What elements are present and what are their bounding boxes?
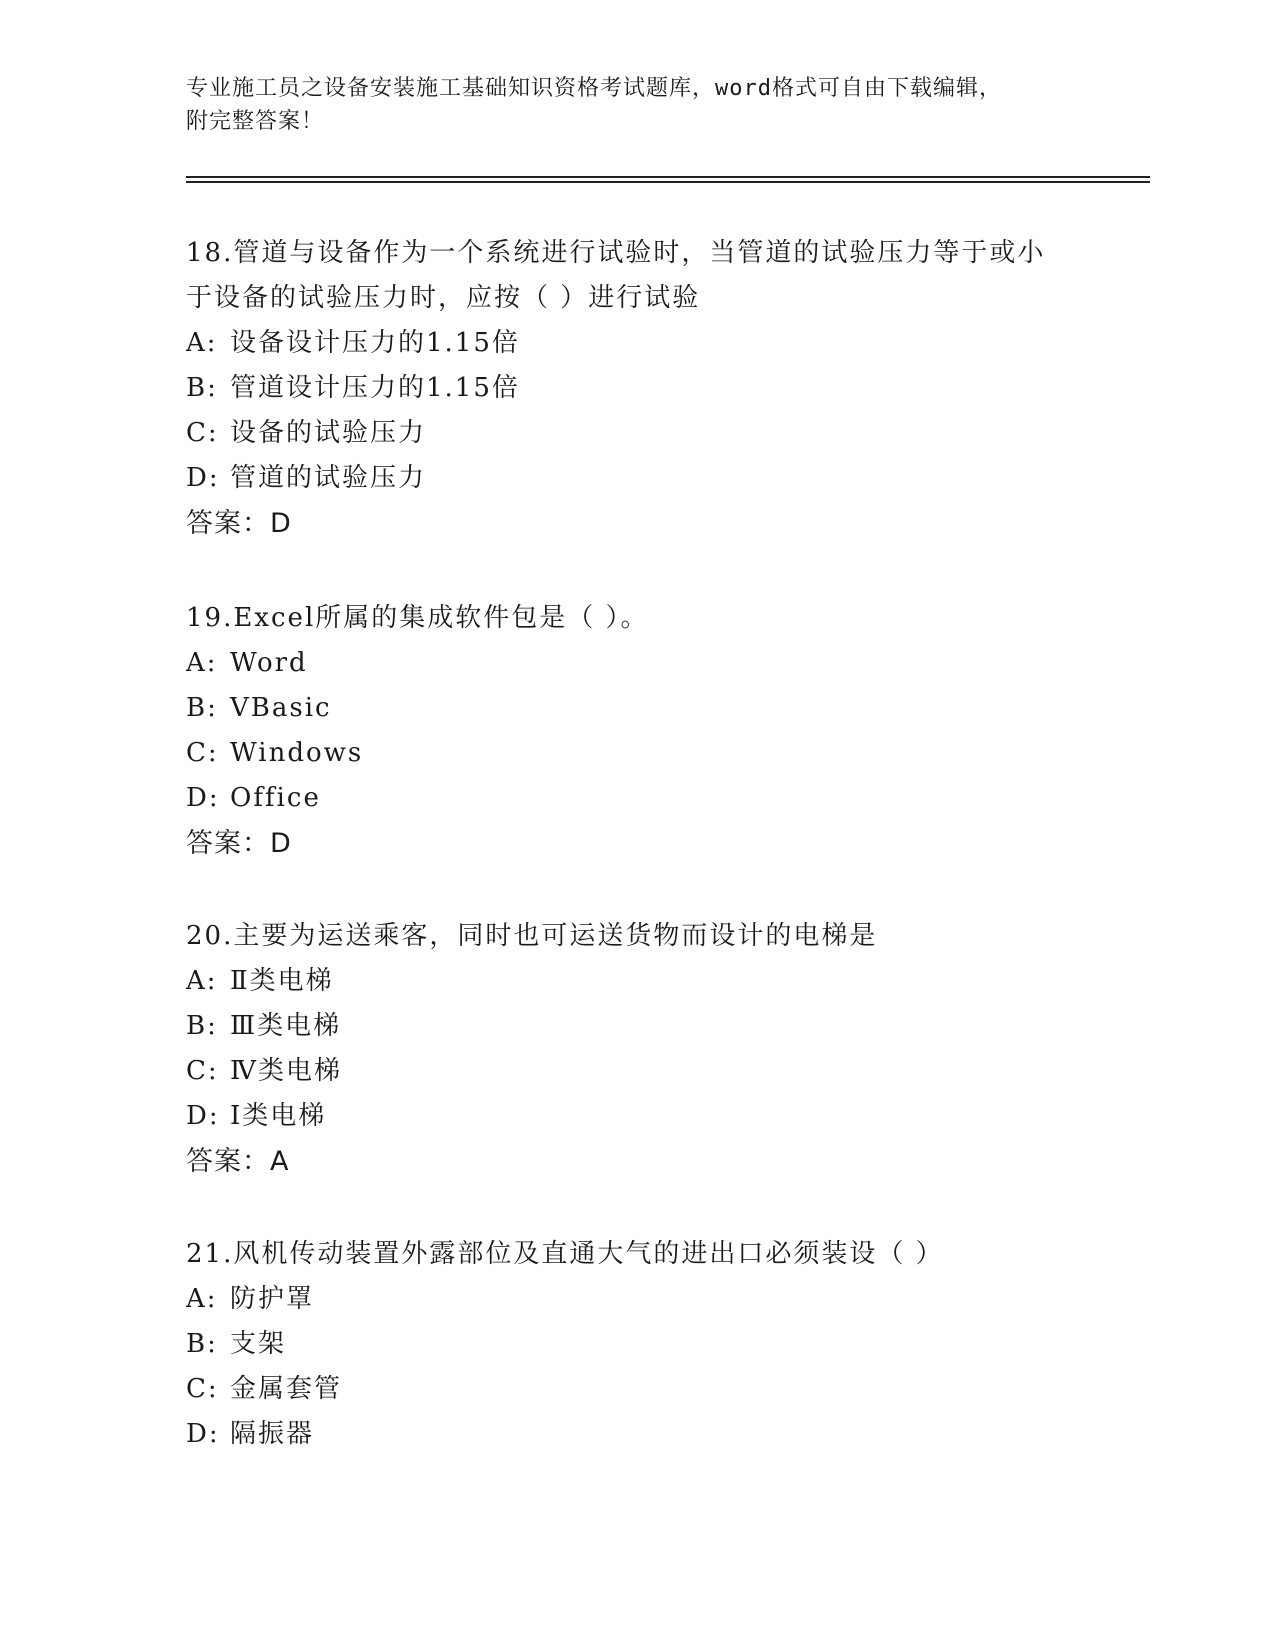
option-d	[186, 1094, 1086, 1139]
document-header	[186, 72, 1076, 138]
answer-label: 答案：A	[186, 1146, 290, 1177]
option-b	[186, 686, 1086, 731]
question-stem-line: 20.主要为运送乘客，同时也可运送货物而设计的电梯是	[186, 921, 878, 951]
option-text: 支架	[230, 1329, 287, 1359]
question-20	[186, 914, 1086, 1184]
option-a	[186, 321, 1086, 366]
option-c	[186, 411, 1086, 456]
header-divider-bottom	[186, 181, 1150, 183]
option-letter: D:	[186, 1419, 220, 1449]
option-text: Ⅳ类电梯	[230, 1056, 342, 1086]
option-letter: C:	[186, 1374, 219, 1404]
option-letter: A:	[186, 966, 218, 996]
option-a	[186, 641, 1086, 686]
question-stem-line: 19.Excel所属的集成软件包是（ ）。	[186, 603, 649, 633]
option-text: 设备设计压力的1.15倍	[230, 328, 520, 358]
option-b	[186, 1004, 1086, 1049]
option-a	[186, 959, 1086, 1004]
option-b	[186, 366, 1086, 411]
option-text: VBasic	[230, 693, 332, 723]
option-text: 管道的试验压力	[230, 463, 427, 493]
option-text: 隔振器	[230, 1419, 315, 1449]
answer-label: 答案：D	[186, 828, 292, 859]
header-line-1: 专业施工员之设备安装施工基础知识资格考试题库，word格式可自由下载编辑，	[186, 76, 1002, 101]
option-c	[186, 1049, 1086, 1094]
header-line-2: 附完整答案！	[186, 109, 325, 134]
option-letter: D:	[186, 783, 220, 813]
option-d	[186, 456, 1086, 501]
option-text: 设备的试验压力	[230, 418, 427, 448]
option-b	[186, 1322, 1086, 1367]
option-letter: B:	[186, 693, 218, 723]
header-divider-top	[186, 176, 1150, 178]
option-text: 金属套管	[230, 1374, 343, 1404]
option-letter: C:	[186, 1056, 219, 1086]
option-text: Ⅲ类电梯	[230, 1011, 342, 1041]
option-letter: B:	[186, 1329, 218, 1359]
option-letter: B:	[186, 373, 218, 403]
option-letter: A:	[186, 328, 218, 358]
question-21	[186, 1232, 1086, 1457]
question-18	[186, 231, 1086, 546]
question-19	[186, 596, 1086, 866]
option-text: Windows	[230, 738, 364, 768]
option-text: 防护罩	[230, 1284, 315, 1314]
option-letter: C:	[186, 418, 219, 448]
question-stem-line: 18.管道与设备作为一个系统进行试验时，当管道的试验压力等于或小	[186, 238, 1046, 268]
option-c	[186, 1367, 1086, 1412]
question-stem-line: 于设备的试验压力时，应按（ ）进行试验	[186, 283, 701, 313]
option-text: Word	[230, 648, 308, 678]
answer-label: 答案：D	[186, 508, 292, 539]
option-d	[186, 1412, 1086, 1457]
option-a	[186, 1277, 1086, 1322]
option-text: 管道设计压力的1.15倍	[230, 373, 520, 403]
option-text: Office	[230, 783, 321, 813]
option-text: Ⅱ类电梯	[230, 966, 334, 996]
option-text: Ⅰ类电梯	[230, 1101, 327, 1131]
option-letter: D:	[186, 463, 220, 493]
option-letter: D:	[186, 1101, 220, 1131]
option-letter: A:	[186, 1284, 218, 1314]
option-c	[186, 731, 1086, 776]
option-d	[186, 776, 1086, 821]
option-letter: B:	[186, 1011, 218, 1041]
question-stem-line: 21.风机传动装置外露部位及直通大气的进出口必须装设（ ）	[186, 1239, 944, 1269]
option-letter: A:	[186, 648, 218, 678]
option-letter: C:	[186, 738, 219, 768]
